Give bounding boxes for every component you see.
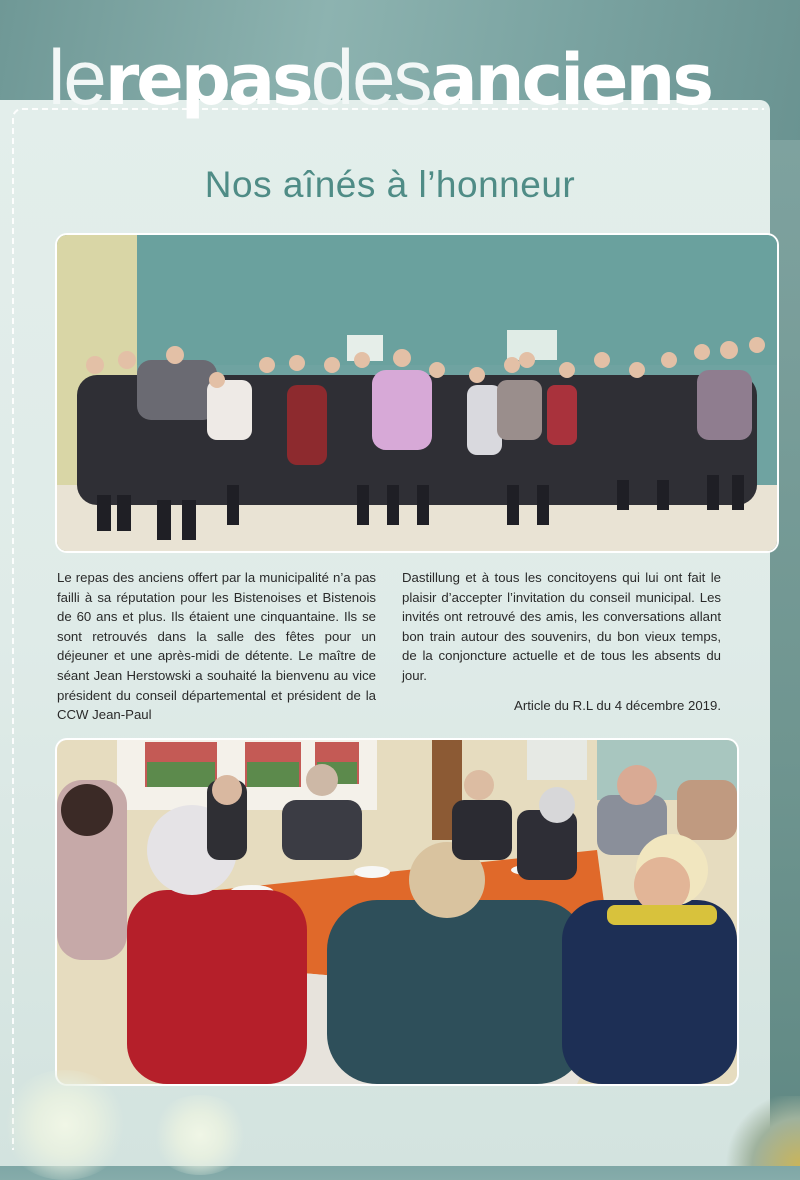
article-column-2 xyxy=(402,568,721,725)
title-part-anciens: anciens xyxy=(430,39,712,121)
page-title xyxy=(48,22,788,132)
title-part-repas: repas xyxy=(104,39,311,121)
decorative-corner xyxy=(720,1096,800,1166)
title-part-le: le xyxy=(48,33,105,121)
decorative-flower xyxy=(0,1070,130,1180)
article-body xyxy=(57,568,721,725)
article-source: Article du R.L du 4 décembre 2019. xyxy=(514,697,721,713)
title-part-des: des xyxy=(310,33,431,121)
article-paragraph-2: Dastillung et à tous les concitoyens qui lui ont fait le plaisir d’accepter l’invitation du conseil municipal. Les invités ont retrouvé des amis, les conversations allant bon train autour des souvenirs, du bon vieux temps, de la conjoncture actuelle et de tous les absents du jour. xyxy=(402,570,721,683)
dinner-photo-illustration xyxy=(57,740,737,1084)
decorative-flower xyxy=(150,1095,250,1175)
article-column-1 xyxy=(57,568,376,725)
dinner-photo xyxy=(57,740,737,1084)
article-paragraph-1: Le repas des anciens offert par la municipalité n’a pas failli à sa réputation pour les Bistenoises et Bistenois de 60 ans et plus. Ils étaient une cinquantaine. Ils se sont retrouvés dans la salle des fêtes pour un déjeuner et une après-midi de détente. Le maître de séant Jean Herstowski a souhaité la bienvenu au vice président du conseil départemental et président de la CCW Jean-Paul xyxy=(57,570,376,723)
group-photo xyxy=(57,235,777,551)
article-subtitle: Nos aînés à l’honneur xyxy=(204,164,576,205)
group-photo-illustration xyxy=(57,235,777,551)
